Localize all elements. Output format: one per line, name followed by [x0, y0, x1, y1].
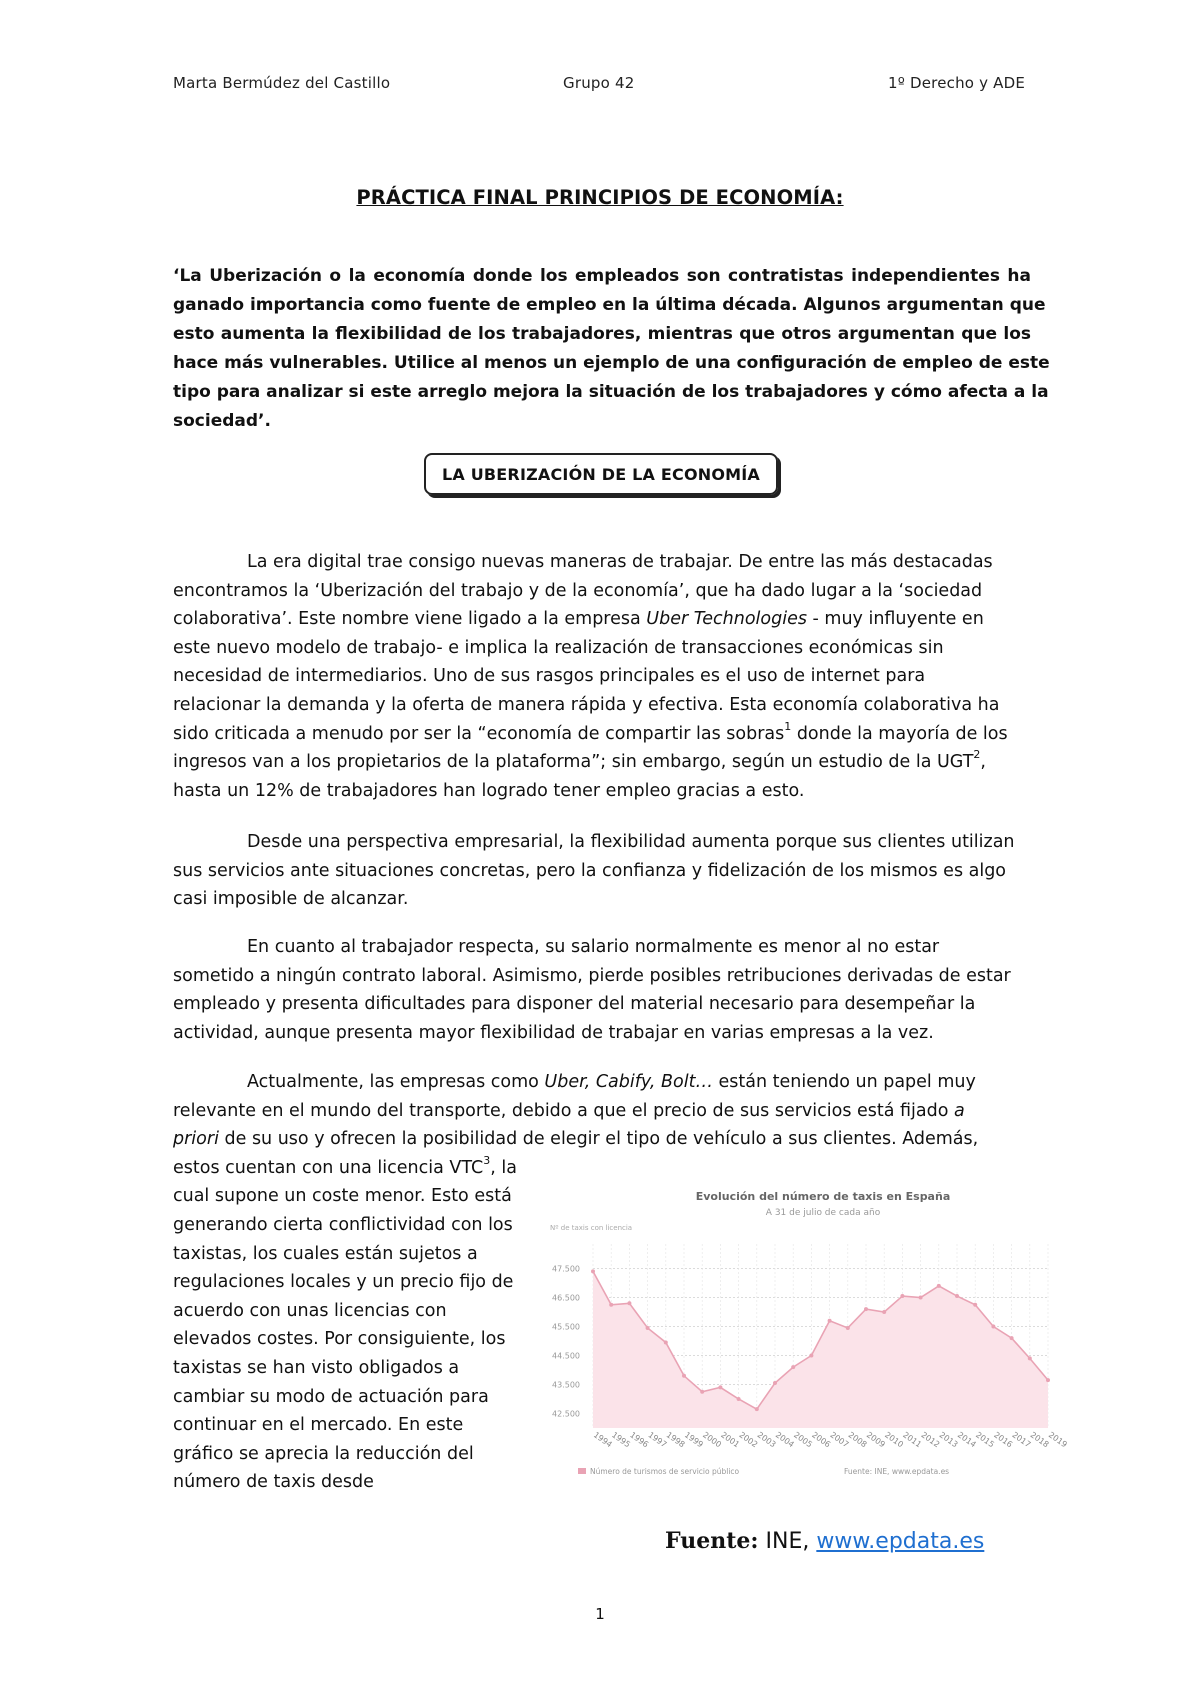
- data-point: [991, 1325, 995, 1329]
- data-point: [700, 1390, 704, 1394]
- text-line: cual supone un coste menor. Esto está: [173, 1186, 512, 1207]
- text-run: relevante en el mundo del transporte, debido a que el precio de sus servicios está fijado: [173, 1100, 955, 1121]
- data-point: [1046, 1378, 1050, 1382]
- data-point: [646, 1326, 650, 1330]
- series-area: [593, 1271, 1048, 1428]
- x-tick-label: 2008: [846, 1430, 869, 1450]
- text-run: colaborativa’. Este nombre viene ligado a la empresa: [173, 609, 647, 630]
- footnote-ref[interactable]: 2: [973, 748, 981, 762]
- x-tick-label: 2013: [937, 1430, 960, 1450]
- text-run: donde la mayoría de los: [791, 723, 1008, 744]
- data-point: [755, 1407, 759, 1411]
- y-tick-label: 47.500: [552, 1264, 580, 1274]
- text-run: Actualmente, las empresas como: [247, 1072, 545, 1092]
- text-italic: a: [954, 1100, 965, 1121]
- x-tick-label: 1994: [591, 1430, 614, 1450]
- x-tick-label: 2004: [773, 1430, 796, 1450]
- text-line: [173, 1068, 1031, 1097]
- header-group: Grupo 42: [563, 74, 635, 92]
- text-line: [173, 1154, 1031, 1183]
- text-line: necesidad de intermediarios. Uno de sus rasgos principales es el uso de internet para: [173, 666, 926, 687]
- y-tick-label: 46.500: [552, 1293, 580, 1303]
- data-point: [809, 1354, 813, 1358]
- text-line: La era digital trae consigo nuevas maneras de trabajar. De entre las más destacadas: [247, 552, 993, 572]
- text-run: están teniendo un papel muy: [712, 1072, 976, 1092]
- data-point: [919, 1296, 923, 1300]
- x-tick-label: 2015: [974, 1430, 996, 1450]
- assignment-prompt: [173, 262, 1050, 436]
- x-tick-label: 2005: [792, 1430, 814, 1450]
- x-tick-label: 1995: [610, 1430, 632, 1450]
- text-line: [173, 1125, 1031, 1154]
- text-line: sometido a ningún contrato laboral. Asimismo, pierde posibles retribuciones derivadas de estar: [173, 965, 1011, 986]
- header-degree: 1º Derecho y ADE: [888, 74, 1026, 92]
- text-line: cambiar su modo de actuación para: [173, 1386, 489, 1407]
- prompt-line: esto aumenta la flexibilidad de los trabajadores, mientras que otros argumentan que los: [173, 324, 1031, 344]
- prompt-line: hace más vulnerables. Utilice al menos un ejemplo de una configuración de empleo de este: [173, 353, 1050, 373]
- source-link[interactable]: www.epdata.es: [816, 1529, 985, 1554]
- data-point: [846, 1326, 850, 1330]
- y-tick-label: 42.500: [552, 1409, 580, 1419]
- data-point: [609, 1303, 613, 1307]
- x-tick-label: 2007: [828, 1430, 851, 1450]
- text-line: continuar en el mercado. En este: [173, 1415, 464, 1436]
- taxi-chart: [548, 1182, 1069, 1482]
- text-line: empleado y presenta dificultades para disponer del material necesario para desempeñar la: [173, 994, 976, 1015]
- prompt-line: tipo para analizar si este arreglo mejora la situación de los trabajadores y cómo afecta a la: [173, 382, 1049, 402]
- text-line: [173, 720, 1031, 749]
- x-tick-label: 1999: [682, 1430, 705, 1450]
- x-tick-label: 2018: [1028, 1430, 1051, 1450]
- page-title: PRÁCTICA FINAL PRINCIPIOS DE ECONOMÍA:: [356, 186, 844, 209]
- text-run: ,: [980, 752, 986, 773]
- x-tick-label: 2019: [1046, 1430, 1069, 1450]
- x-tick-label: 2000: [701, 1430, 723, 1450]
- x-tick-label: 2006: [810, 1430, 833, 1450]
- data-point: [718, 1385, 722, 1389]
- data-point: [937, 1284, 941, 1288]
- footnote-ref[interactable]: 1: [784, 719, 792, 733]
- text-line: En cuanto al trabajador respecta, su salario normalmente es menor al no estar: [247, 937, 940, 957]
- x-tick-label: 2003: [755, 1430, 778, 1450]
- prompt-line: ganado importancia como fuente de empleo en la última década. Algunos argumentan que: [173, 295, 1046, 315]
- text-run: , la: [490, 1157, 517, 1178]
- text-line: gráfico se aprecia la reducción del: [173, 1443, 474, 1464]
- company-name: Uber Technologies: [646, 609, 807, 630]
- x-tick-label: 2017: [1010, 1430, 1033, 1450]
- x-tick-label: 2010: [883, 1430, 905, 1450]
- paragraph-3: [173, 933, 1031, 1047]
- x-tick-label: 2009: [864, 1430, 887, 1450]
- chart-ylabel: Nº de taxis con licencia: [550, 1224, 633, 1232]
- text-italic: priori: [173, 1129, 219, 1150]
- text-line: generando cierta conflictividad con los: [173, 1214, 513, 1235]
- text-line: [173, 605, 1031, 634]
- footnote-ref[interactable]: 3: [483, 1153, 491, 1167]
- data-point: [828, 1319, 832, 1323]
- header-author: Marta Bermúdez del Castillo: [173, 74, 391, 92]
- text-line: acuerdo con unas licencias con: [173, 1300, 447, 1321]
- text-line: casi imposible de alcanzar.: [173, 889, 409, 910]
- text-line: Desde una perspectiva empresarial, la flexibilidad aumenta porque sus clientes utilizan: [247, 832, 1015, 852]
- chart-caption: [665, 1528, 984, 1554]
- x-tick-label: 1997: [646, 1430, 669, 1450]
- text-line: actividad, aunque presenta mayor flexibilidad de trabajar en varias empresas a la vez.: [173, 1022, 934, 1043]
- text-line: elevados costes. Por consiguiente, los: [173, 1329, 506, 1350]
- text-run: de su uso y ofrecen la posibilidad de elegir el tipo de vehículo a sus clientes. Además,: [218, 1129, 979, 1150]
- caption-label: Fuente:: [665, 1528, 759, 1554]
- data-point: [1028, 1356, 1032, 1360]
- data-point: [682, 1374, 686, 1378]
- data-point: [737, 1397, 741, 1401]
- data-point: [882, 1310, 886, 1314]
- y-tick-label: 43.500: [552, 1380, 580, 1390]
- x-tick-label: 2002: [737, 1430, 760, 1450]
- prompt-line: ‘La Uberización o la economía donde los empleados son contratistas independientes ha: [173, 266, 1031, 286]
- x-tick-label: 2011: [901, 1430, 924, 1450]
- text-line: hasta un 12% de trabajadores han logrado tener empleo gracias a esto.: [173, 780, 805, 801]
- x-tick-label: 2014: [955, 1430, 978, 1450]
- text-line: número de taxis desde: [173, 1472, 374, 1493]
- data-point: [664, 1340, 668, 1344]
- text-line: relacionar la demanda y la oferta de manera rápida y efectiva. Esta economía colaborativa ha: [173, 694, 1000, 715]
- company-names: Uber, Cabify, Bolt…: [544, 1072, 713, 1092]
- data-point: [791, 1365, 795, 1369]
- section-title-box: [424, 453, 778, 495]
- text-run: sido criticada a menudo por ser la “economía de compartir las sobras: [173, 723, 785, 744]
- legend-swatch: [578, 1468, 586, 1474]
- x-tick-label: 2012: [919, 1430, 942, 1450]
- data-point: [773, 1381, 777, 1385]
- text-line: taxistas, los cuales están sujetos a: [173, 1243, 478, 1264]
- prompt-line: sociedad’.: [173, 411, 271, 431]
- x-tick-label: 2016: [992, 1430, 1015, 1450]
- text-run: - muy influyente en: [806, 609, 984, 630]
- y-tick-label: 45.500: [552, 1322, 580, 1332]
- y-tick-label: 44.500: [552, 1351, 580, 1361]
- x-tick-label: 1998: [664, 1430, 687, 1450]
- x-tick-label: 1996: [628, 1430, 651, 1450]
- chart-title: Evolución del número de taxis en España: [695, 1190, 951, 1203]
- data-point: [591, 1269, 595, 1273]
- data-point: [973, 1303, 977, 1307]
- data-point: [1010, 1336, 1014, 1340]
- legend-source: Fuente: INE, www.epdata.es: [844, 1467, 950, 1476]
- caption-org: INE,: [758, 1529, 817, 1554]
- text-line: taxistas se han visto obligados a: [173, 1357, 460, 1378]
- text-line: encontramos la ‘Uberización del trabajo y de la economía’, que ha dado lugar a la ‘sociedad: [173, 580, 983, 601]
- text-line: sus servicios ante situaciones concretas, pero la confianza y fidelización de los mismos es algo: [173, 860, 1007, 881]
- page-number: 1: [595, 1605, 605, 1623]
- data-point: [864, 1307, 868, 1311]
- data-point: [627, 1301, 631, 1305]
- section-title: LA UBERIZACIÓN DE LA ECONOMÍA: [441, 464, 761, 484]
- legend-label: Número de turismos de servicio público: [590, 1467, 740, 1476]
- text-line: [173, 1097, 1031, 1126]
- paragraph-1: [173, 548, 1031, 805]
- x-tick-label: 2001: [719, 1430, 742, 1450]
- data-point: [900, 1294, 904, 1298]
- text-line: este nuevo modelo de trabajo- e implica la realización de transacciones económicas sin: [173, 637, 944, 658]
- chart-subtitle: A 31 de julio de cada año: [765, 1208, 881, 1218]
- paragraph-2: [173, 828, 1031, 914]
- text-run: estos cuentan con una licencia VTC: [173, 1157, 484, 1178]
- text-line: regulaciones locales y un precio fijo de: [173, 1272, 514, 1293]
- text-line: [173, 748, 1031, 777]
- data-point: [955, 1294, 959, 1298]
- text-run: ingresos van a los propietarios de la plataforma”; sin embargo, según un estudio de la UGT: [173, 752, 974, 773]
